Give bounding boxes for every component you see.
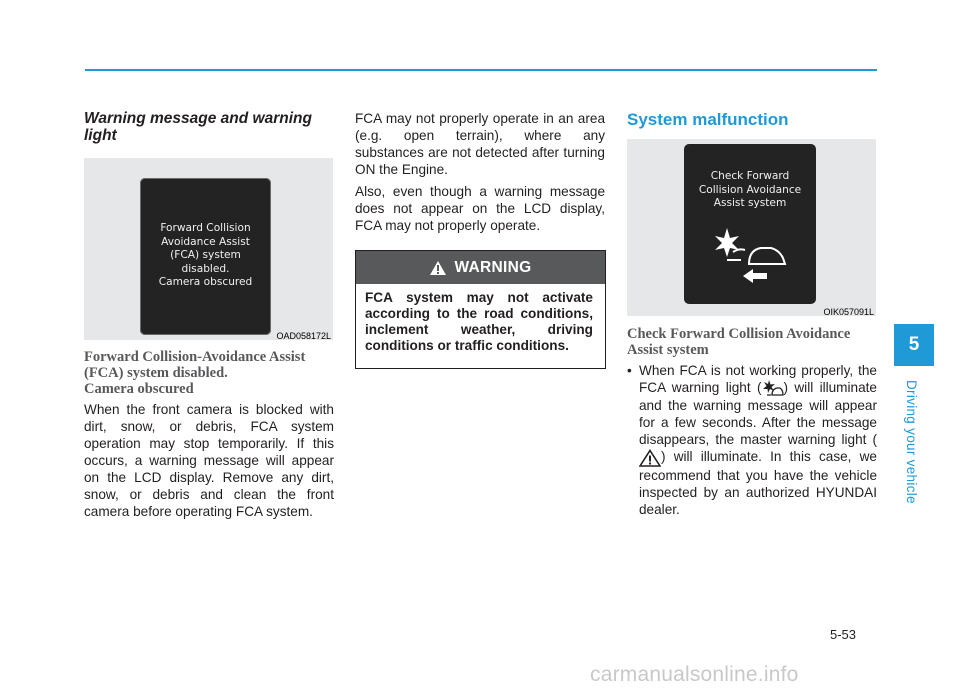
subheading-line: (FCA) system disabled. bbox=[84, 365, 228, 381]
body-paragraph: FCA may not properly operate in an area (e.g. open terrain), where any substances are not detected after turning ON the Engine. bbox=[355, 111, 605, 177]
subheading-camera-obscured bbox=[84, 349, 334, 397]
bullet-dot: • bbox=[627, 363, 632, 378]
display-line: Collision Avoidance bbox=[698, 183, 802, 196]
bullet-item bbox=[627, 362, 877, 518]
subheading-line: Check Forward Collision Avoidance bbox=[627, 326, 851, 342]
master-warning-light-icon bbox=[639, 449, 661, 467]
watermark: carmanualsonline.info bbox=[590, 663, 799, 686]
chapter-number-tab: 5 bbox=[894, 324, 934, 366]
cluster-display bbox=[684, 144, 816, 304]
display-line: (FCA) system bbox=[170, 249, 241, 261]
column-1 bbox=[84, 110, 334, 520]
display-message bbox=[684, 144, 816, 211]
figure-camera-obscured bbox=[84, 158, 333, 340]
subheading-check-fca bbox=[627, 326, 877, 358]
warning-triangle-icon bbox=[429, 260, 447, 276]
display-line: Camera obscured bbox=[158, 276, 253, 288]
warning-title: WARNING bbox=[454, 258, 532, 276]
body-paragraph: Also, even though a warning message does not appear on the LCD display, FCA may not properly operate. bbox=[355, 184, 605, 233]
fca-warning-light-icon bbox=[762, 379, 784, 397]
warning-header bbox=[356, 251, 605, 284]
display-message bbox=[140, 178, 271, 290]
section-title-warning: Warning message and warning light bbox=[84, 110, 312, 144]
display-line: Assist system bbox=[713, 197, 787, 209]
body-paragraph: When the front camera is blocked with dirt, snow, or debris, FCA system operation may stop temporarily. If this occurs, a warning message will appear on the LCD display. Remove any dirt, snow, or debris and clean the front camera before operating FCA system. bbox=[84, 402, 334, 519]
chapter-title: Driving your vehicle bbox=[904, 380, 919, 504]
display-line: Forward Collision bbox=[160, 222, 251, 234]
header-rule bbox=[85, 69, 877, 71]
display-line: disabled. bbox=[181, 262, 230, 275]
bullet-text-part: When FCA is not working properly, the FCA warning light ( bbox=[639, 363, 877, 395]
bullet-text bbox=[639, 362, 877, 518]
subheading-line: Forward Collision-Avoidance Assist bbox=[84, 349, 306, 365]
bullet-text-part: ) will illuminate and the warning message will appear for a few seconds. After the message disappears, the master warning light ( bbox=[639, 380, 877, 448]
page-number: 5-53 bbox=[830, 627, 857, 642]
subheading-line: Assist system bbox=[627, 342, 709, 358]
column-3 bbox=[627, 110, 877, 518]
fca-collision-icon bbox=[705, 224, 795, 286]
cluster-display bbox=[140, 178, 271, 335]
display-line: Avoidance Assist bbox=[161, 235, 250, 248]
warning-box bbox=[355, 250, 606, 369]
figure-code: OAD058172L bbox=[276, 331, 331, 341]
column-2 bbox=[355, 110, 605, 369]
display-line: Check Forward bbox=[710, 170, 790, 182]
figure-check-fca bbox=[627, 139, 876, 316]
section-title-malfunction: System malfunction bbox=[627, 110, 789, 129]
warning-text: FCA system may not activate according to the road conditions, inclement weather, driving conditions or traffic conditions. bbox=[365, 290, 593, 353]
figure-code: OIK057091L bbox=[823, 307, 874, 317]
bullet-text-part: ) will illuminate. In this case, we recommend that you have the vehicle inspected by an authorized HYUNDAI dealer. bbox=[639, 449, 877, 517]
subheading-line: Camera obscured bbox=[84, 381, 194, 397]
